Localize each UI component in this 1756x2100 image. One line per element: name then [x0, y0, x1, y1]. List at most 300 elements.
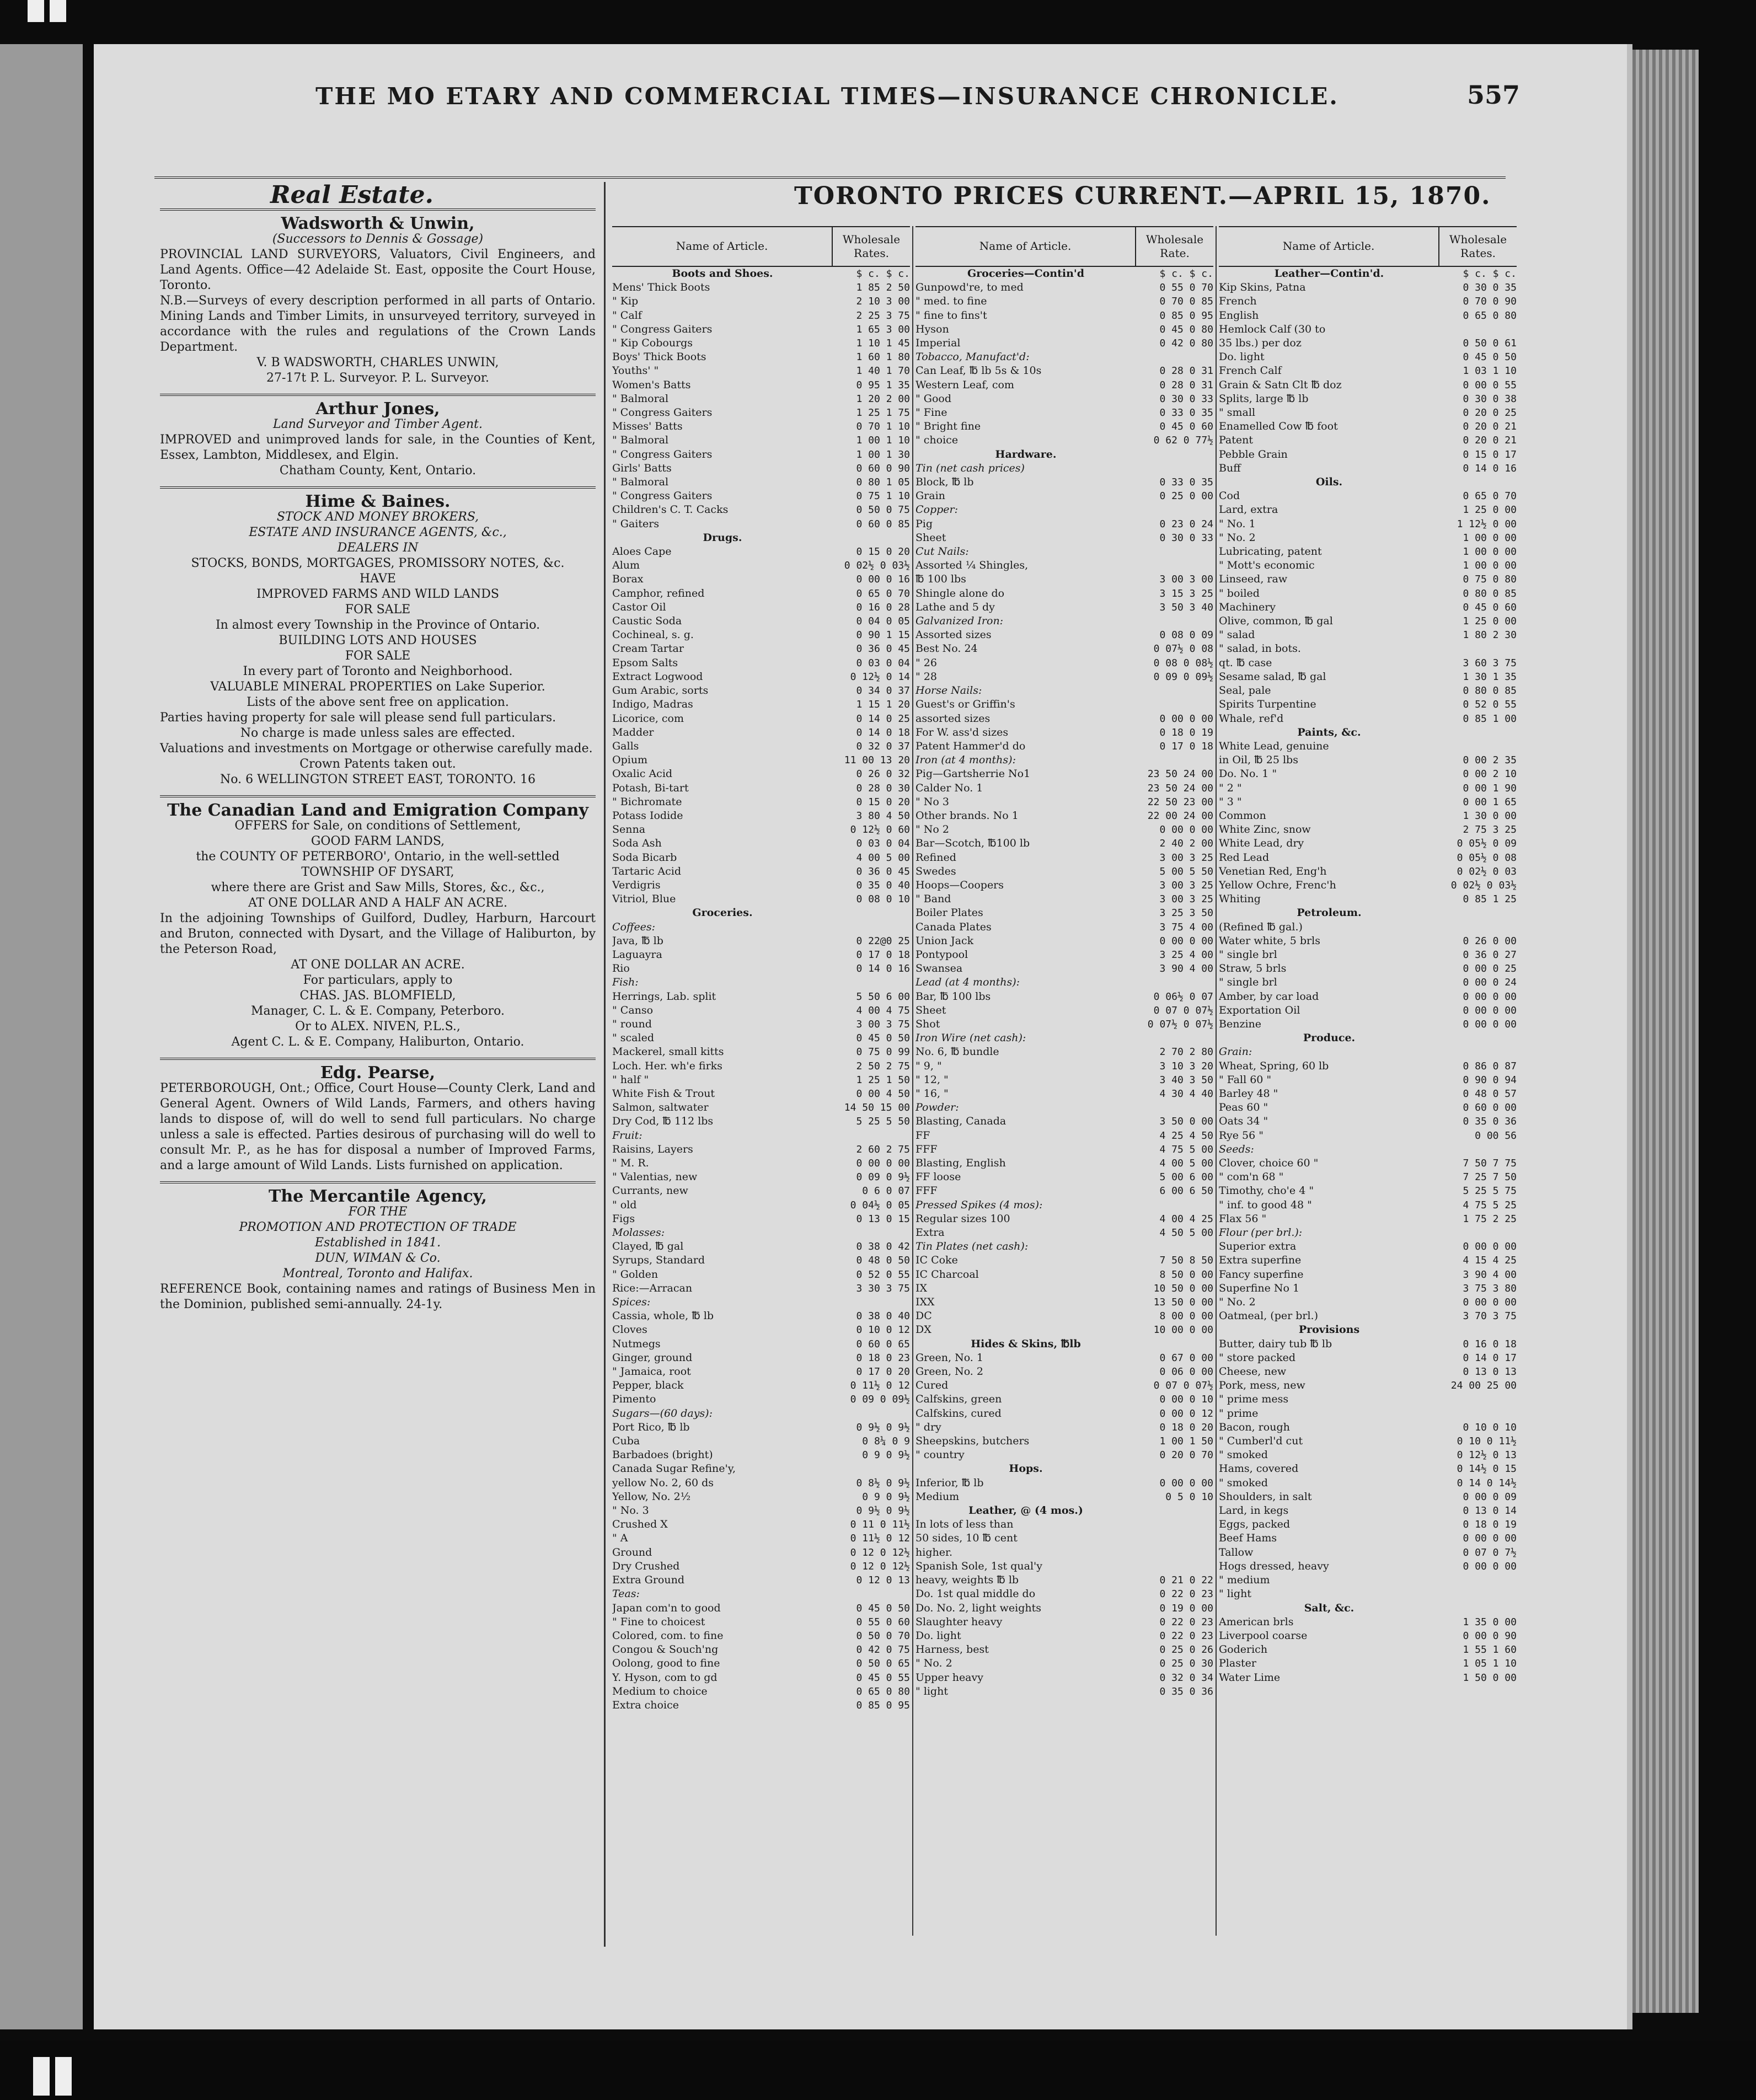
article-name: Splits, large ℔ lb — [1219, 392, 1309, 405]
price-row — [1219, 1379, 1517, 1392]
price-row — [916, 1601, 1213, 1615]
price-row — [612, 1421, 910, 1434]
ad-subtitle: FOR THE — [348, 1205, 408, 1219]
wholesale-rate — [1136, 1101, 1213, 1115]
advertisement — [160, 1065, 596, 1174]
section-heading — [916, 448, 1213, 462]
wholesale-rate — [1439, 1601, 1517, 1615]
wholesale-rate: 1 00 1 10 — [856, 435, 910, 447]
subsection-heading — [916, 1101, 1213, 1115]
article-name: Harness, best — [916, 1643, 989, 1656]
ad-text: AT ONE DOLLAR AND A HALF AN ACRE. — [248, 896, 508, 910]
wholesale-rate: 3 00 3 25 — [1159, 893, 1213, 906]
wholesale-rate: $ c. $ c. — [856, 268, 910, 280]
article-name: " Congress Gaiters — [612, 323, 713, 335]
subsection-heading — [916, 545, 1213, 559]
wholesale-rate: 0 28 0 31 — [1159, 379, 1213, 391]
price-row — [612, 323, 910, 336]
article-name: Imperial — [916, 337, 961, 350]
price-row — [916, 587, 1213, 601]
price-row — [612, 851, 910, 865]
adjacent-page-strip — [0, 44, 83, 2029]
wholesale-rate: 0 9½ 0 9½ — [856, 1505, 910, 1517]
price-row — [612, 1671, 910, 1685]
ad-text: Parties having property for sale will please send full particulars. — [160, 711, 556, 725]
article-name: Cassia, whole, ℔ lb — [612, 1310, 714, 1322]
price-row — [1219, 1087, 1517, 1101]
article-name: Hyson — [916, 323, 949, 335]
wholesale-rate: 2 75 3 25 — [1463, 824, 1517, 836]
price-row — [1219, 350, 1517, 364]
article-name: Grain & Satn Clt ℔ doz — [1219, 378, 1342, 391]
article-name: Cut Nails: — [916, 545, 969, 558]
article-name: Horse Nails: — [916, 684, 982, 697]
wholesale-rate: 0 67 0 00 — [1159, 1352, 1213, 1364]
article-name: Lead (at 4 months): — [916, 976, 1020, 989]
wholesale-rate: 1 30 0 00 — [1463, 810, 1517, 822]
article-name: Pebble Grain — [1219, 448, 1288, 460]
ad-separator — [160, 394, 596, 396]
article-name: Herrings, Lab. split — [612, 990, 716, 1003]
price-row — [916, 1309, 1213, 1323]
article-name: " med. to fine — [916, 295, 987, 308]
wholesale-rate: 0 00 1 65 — [1463, 796, 1517, 808]
section-heading — [612, 531, 910, 545]
wholesale-rate: 0 45 0 50 — [856, 1602, 910, 1614]
price-row — [1219, 406, 1517, 420]
price-row — [1219, 1365, 1517, 1379]
wholesale-rate — [833, 1295, 910, 1309]
price-row — [1219, 920, 1517, 934]
price-row — [612, 878, 910, 892]
price-row — [612, 433, 910, 447]
article-name: Shoulders, in salt — [1219, 1490, 1312, 1503]
subsection-heading — [1219, 1143, 1517, 1156]
article-name: Women's Batts — [612, 378, 691, 391]
article-name: Water Lime — [1219, 1671, 1281, 1684]
prices-current-title: TORONTO PRICES CURRENT.—APRIL 15, 1870. — [794, 182, 1491, 210]
article-name: " 2 " — [1219, 781, 1242, 794]
price-row — [916, 795, 1213, 809]
wholesale-rate — [1439, 1587, 1517, 1601]
wholesale-rate: 0 09 0 09½ — [1153, 671, 1213, 683]
ad-subtitle: DUN, WIMAN & Co. — [315, 1251, 441, 1265]
wholesale-rate: 0 00 0 00 — [1463, 1018, 1517, 1030]
ad-subtitle: ESTATE AND INSURANCE AGENTS, &c., — [249, 526, 507, 539]
wholesale-rate: 0 36 0 45 — [856, 643, 910, 655]
article-name: Block, ℔ lb — [916, 476, 974, 489]
wholesale-rate: 10 00 0 00 — [1153, 1324, 1213, 1336]
wholesale-rate — [833, 531, 910, 545]
price-row — [612, 628, 910, 642]
price-row — [1219, 378, 1517, 392]
price-row — [612, 545, 910, 559]
wholesale-rate: 0 33 0 35 — [1159, 407, 1213, 419]
wholesale-rate: 0 38 0 42 — [856, 1241, 910, 1253]
column-header — [916, 226, 1213, 267]
article-name: " Good — [916, 392, 951, 405]
article-name: Colored, com. to fine — [612, 1629, 724, 1642]
price-row — [1219, 684, 1517, 698]
article-name: Lard, in kegs — [1219, 1504, 1289, 1517]
wholesale-rate: 0 13 0 14 — [1463, 1505, 1517, 1517]
price-row — [1219, 1490, 1517, 1504]
price-row — [916, 1323, 1213, 1337]
wholesale-rate: 0 11½ 0 12 — [850, 1533, 910, 1545]
price-row — [612, 1657, 910, 1670]
article-name: American brls — [1219, 1615, 1294, 1628]
ad-subtitle: Land Surveyor and Timber Agent. — [273, 417, 483, 431]
wholesale-rate — [833, 920, 910, 934]
price-row — [612, 865, 910, 878]
wholesale-rate: 0 20 0 70 — [1159, 1449, 1213, 1461]
wholesale-rate: 0 04 0 05 — [856, 615, 910, 628]
article-name: " 12, " — [916, 1073, 949, 1086]
ad-separator — [160, 1181, 596, 1183]
ad-text: REFERENCE Book, containing names and ratings of Business Men in the Dominion, published semi-annually. 24-1y. — [160, 1282, 596, 1311]
price-row — [1219, 517, 1517, 531]
price-row — [916, 823, 1213, 837]
article-name: " boiled — [1219, 587, 1260, 599]
price-row — [612, 1198, 910, 1212]
wholesale-rate: 1 25 1 50 — [856, 1074, 910, 1086]
article-name: FFF — [916, 1185, 938, 1197]
price-row — [916, 1268, 1213, 1282]
wholesale-rate: 0 38 0 40 — [856, 1310, 910, 1322]
section-heading — [916, 1462, 1213, 1476]
subsection-heading — [612, 920, 910, 934]
price-row — [612, 795, 910, 809]
article-name: Blasting, English — [916, 1157, 1006, 1169]
article-name: " salad, in bots. — [1219, 642, 1301, 655]
price-row — [916, 294, 1213, 308]
article-name: Raisins, Layers — [612, 1143, 693, 1155]
price-row — [1219, 392, 1517, 406]
wholesale-rate: 4 75 5 00 — [1159, 1143, 1213, 1155]
price-row — [612, 1392, 910, 1406]
wholesale-rate: 1 00 1 50 — [1159, 1435, 1213, 1448]
wholesale-rate: 1 00 1 30 — [856, 448, 910, 460]
article-name: White Zinc, snow — [1219, 823, 1311, 836]
film-mark — [50, 0, 66, 22]
price-row — [612, 1323, 910, 1337]
article-name: qt. ℔ case — [1219, 656, 1272, 669]
wholesale-rate: 4 75 5 25 — [1463, 1199, 1517, 1211]
ad-text: CHAS. JAS. BLOMFIELD, — [299, 989, 456, 1003]
article-name: Teas: — [612, 1588, 640, 1600]
wholesale-rate: 24 00 25 00 — [1450, 1380, 1517, 1392]
article-name: " smoked — [1219, 1476, 1268, 1489]
article-name: Water white, 5 brls — [1219, 934, 1320, 947]
price-row — [916, 1448, 1213, 1462]
price-row — [916, 1226, 1213, 1240]
article-name: For W. ass'd sizes — [916, 726, 1009, 738]
price-row — [916, 837, 1213, 850]
article-name: Senna — [612, 823, 646, 836]
wholesale-rate: 7 50 7 75 — [1463, 1158, 1517, 1169]
ad-text: No. 6 WELLINGTON STREET EAST, TORONTO. 16 — [220, 773, 536, 786]
article-name: Benzine — [1219, 1017, 1262, 1030]
wholesale-rate: 0 14 0 16 — [856, 963, 910, 975]
price-row — [612, 1434, 910, 1448]
article-name: Cheese, new — [1219, 1365, 1287, 1378]
article-name: Sheet — [916, 531, 946, 544]
ad-text: Manager, C. L. & E. Company, Peterboro. — [250, 1004, 505, 1018]
wholesale-rate: 0 15 0 17 — [1463, 448, 1517, 460]
article-name: Do. light — [916, 1629, 961, 1642]
subsection-heading — [916, 350, 1213, 364]
article-name: Venetian Red, Eng'h — [1219, 865, 1327, 877]
price-row — [1219, 962, 1517, 976]
price-row — [612, 1518, 910, 1531]
article-name: Figs — [612, 1212, 635, 1225]
article-name: Medium to choice — [612, 1685, 708, 1697]
article-name: " smoked — [1219, 1449, 1268, 1461]
article-name: Superfine No 1 — [1219, 1282, 1300, 1294]
section-heading — [612, 906, 910, 920]
price-column — [612, 226, 910, 1712]
section-heading — [916, 1337, 1213, 1351]
article-name: Hemlock Calf (30 to — [1219, 323, 1326, 335]
wholesale-rate: 0 45 0 60 — [1463, 601, 1517, 613]
price-row — [916, 740, 1213, 753]
wholesale-rate — [1439, 1323, 1517, 1337]
wholesale-rate: 0 00 56 — [1475, 1129, 1517, 1142]
wholesale-rate — [1439, 906, 1517, 920]
price-row — [916, 1129, 1213, 1143]
wholesale-rate: 0 60 0 90 — [856, 462, 910, 474]
wholesale-rate: 5 25 5 50 — [856, 1116, 910, 1128]
article-name: Shot — [916, 1017, 940, 1030]
price-row — [1219, 1309, 1517, 1323]
wholesale-rate — [1136, 448, 1213, 462]
article-name: Swedes — [916, 865, 956, 877]
article-name: Soda Ash — [612, 837, 662, 850]
price-row — [612, 1184, 910, 1198]
wholesale-rate: 1 03 1 10 — [1463, 365, 1517, 377]
wholesale-rate: 0 00 0 00 — [1159, 935, 1213, 947]
subsection-heading — [916, 976, 1213, 989]
article-name: Oatmeal, (per brl.) — [1219, 1310, 1318, 1322]
wholesale-rate: 0 14 0 18 — [856, 726, 910, 738]
running-title: THE MO ETARY AND COMMERCIAL TIMES—INSURANCE CHRONICLE. — [315, 83, 1339, 110]
wholesale-rate — [1439, 920, 1517, 934]
wholesale-rate: 1 12½ 0 00 — [1457, 518, 1517, 530]
article-name: Tin (net cash prices) — [916, 462, 1025, 474]
price-row — [612, 823, 910, 837]
wholesale-rate: 0 00 0 00 — [1463, 990, 1517, 1003]
wholesale-rate: 4 50 5 00 — [1159, 1227, 1213, 1239]
price-row — [1219, 1156, 1517, 1170]
price-row — [1219, 656, 1517, 670]
price-row — [916, 517, 1213, 531]
wholesale-rate: 3 00 3 25 — [1159, 851, 1213, 864]
wholesale-rate: 0 10 0 10 — [1463, 1421, 1517, 1433]
article-name: Eggs, packed — [1219, 1518, 1291, 1531]
wholesale-rate: 0 00 0 12 — [1159, 1407, 1213, 1419]
price-row — [612, 572, 910, 586]
article-name: " 9, " — [916, 1059, 942, 1072]
subsection-heading — [612, 1587, 910, 1601]
price-row — [612, 1490, 910, 1504]
wholesale-rate: 3 50 3 40 — [1159, 601, 1213, 613]
price-row — [1219, 1198, 1517, 1212]
article-name: Cochineal, s. g. — [612, 629, 694, 641]
article-name: Oxalic Acid — [612, 768, 673, 780]
price-row — [916, 1531, 1213, 1545]
wholesale-rate: 0 15 0 20 — [856, 546, 910, 558]
price-row — [612, 1031, 910, 1045]
article-name: Provisions — [1298, 1324, 1360, 1336]
wholesale-rate: 0 13 0 15 — [856, 1213, 910, 1225]
wholesale-rate: 3 80 4 50 — [856, 810, 910, 822]
article-name: Camphor, refined — [612, 587, 705, 599]
wholesale-rate — [1439, 1407, 1517, 1421]
article-name: Epsom Salts — [612, 656, 678, 669]
price-row — [1219, 1560, 1517, 1573]
ad-subtitle: PROMOTION AND PROTECTION OF TRADE — [239, 1220, 517, 1234]
wholesale-rate: 0 17 0 18 — [856, 949, 910, 961]
wholesale-rate: 0 00 2 35 — [1463, 754, 1517, 767]
price-row — [916, 865, 1213, 878]
wholesale-rate — [1136, 698, 1213, 711]
article-name: Whale, ref'd — [1219, 712, 1284, 725]
article-name: Groceries—Contin'd — [967, 267, 1085, 280]
wholesale-rate: 0 50 0 70 — [856, 1630, 910, 1642]
subsection-heading — [1219, 1045, 1517, 1059]
wholesale-rate — [833, 1407, 910, 1421]
wholesale-rate: 1 15 1 20 — [856, 699, 910, 711]
article-name: Tin Plates (net cash): — [916, 1240, 1029, 1253]
price-row — [1219, 1240, 1517, 1253]
price-row — [612, 1045, 910, 1059]
wholesale-rate: 0 45 0 50 — [856, 1032, 910, 1044]
article-name: Bar, ℔ 100 lbs — [916, 990, 991, 1003]
price-row — [612, 1282, 910, 1295]
price-row — [612, 503, 910, 517]
article-name: DX — [916, 1324, 931, 1336]
price-row — [612, 1115, 910, 1128]
wholesale-rate: 22 00 24 00 — [1147, 810, 1213, 822]
ad-text: GOOD FARM LANDS, — [310, 834, 445, 848]
article-name: " Congress Gaiters — [612, 448, 713, 460]
wholesale-rate: 0 62 0 77½ — [1153, 435, 1213, 447]
wholesale-rate: 0 14 0 16 — [1463, 462, 1517, 474]
price-row — [916, 656, 1213, 670]
article-name: " Fine — [916, 406, 947, 419]
price-row — [612, 475, 910, 489]
wholesale-rate: 0 07½ 0 07½ — [1147, 1018, 1213, 1030]
article-name: Pig—Gartsherrie No1 — [916, 768, 1031, 780]
ad-text: No charge is made unless sales are effected. — [240, 726, 516, 740]
wholesale-rate — [1136, 1337, 1213, 1351]
article-name: English — [1219, 309, 1259, 322]
wholesale-rate: 3 00 3 25 — [1159, 879, 1213, 891]
wholesale-rate: 0 16 0 28 — [856, 601, 910, 613]
wholesale-rate: 0 06½ 0 07 — [1153, 990, 1213, 1003]
price-row — [1219, 587, 1517, 601]
price-row — [612, 1448, 910, 1462]
wholesale-rate — [833, 976, 910, 989]
column-header-rate: Wholesale Rates. — [842, 232, 901, 260]
price-row — [612, 462, 910, 475]
price-row — [916, 1212, 1213, 1226]
price-row — [612, 1253, 910, 1267]
wholesale-rate — [1136, 614, 1213, 628]
wholesale-rate: 0 17 0 20 — [856, 1366, 910, 1378]
article-name: Red Lead — [1219, 851, 1270, 864]
price-row — [1219, 1115, 1517, 1128]
article-name: " No. 2 — [916, 1657, 952, 1670]
wholesale-rate: 0 23 0 24 — [1159, 518, 1213, 530]
wholesale-rate: 2 25 3 75 — [856, 309, 910, 322]
price-row — [612, 656, 910, 670]
wholesale-rate: 0 35 0 36 — [1159, 1685, 1213, 1697]
article-name: Borax — [612, 573, 644, 586]
wholesale-rate — [1136, 684, 1213, 698]
wholesale-rate: 4 00 5 00 — [1159, 1158, 1213, 1169]
wholesale-rate: 0 95 1 35 — [856, 379, 910, 391]
wholesale-rate: 0 00 1 90 — [1463, 782, 1517, 794]
article-name: " Fine to choicest — [612, 1615, 705, 1628]
wholesale-rate: 0 21 0 22 — [1159, 1574, 1213, 1587]
wholesale-rate: 0 05½ 0 09 — [1457, 838, 1517, 850]
article-name: Fish: — [612, 976, 639, 989]
wholesale-rate — [1439, 323, 1517, 336]
price-row — [612, 781, 910, 795]
column-divider — [604, 182, 606, 1947]
wholesale-rate: 0 12 0 12½ — [850, 1546, 910, 1558]
article-name: Liverpool coarse — [1219, 1629, 1308, 1642]
price-row — [612, 392, 910, 406]
price-row — [612, 1212, 910, 1226]
price-row — [1219, 809, 1517, 823]
article-name: Yellow Ochre, Frenc'h — [1219, 878, 1336, 891]
price-row — [916, 1253, 1213, 1267]
article-name: Grain: — [1219, 1046, 1252, 1058]
wholesale-rate: 0 8¼ 0 9 — [862, 1435, 910, 1448]
price-row — [612, 1059, 910, 1073]
price-row — [612, 294, 910, 308]
price-row — [916, 1434, 1213, 1448]
price-row — [612, 948, 910, 962]
page-number: 557 — [1467, 80, 1521, 110]
article-name: Can Leaf, ℔ lb 5s & 10s — [916, 365, 1042, 377]
article-name: " No. 3 — [612, 1504, 649, 1517]
price-row — [1219, 531, 1517, 545]
article-name: " scaled — [612, 1032, 654, 1044]
wholesale-rate: 4 15 4 25 — [1463, 1255, 1517, 1267]
price-row — [612, 309, 910, 323]
price-row — [1219, 294, 1517, 308]
subsection-heading — [1219, 1226, 1517, 1240]
wholesale-rate: 0 08 0 10 — [856, 893, 910, 906]
article-name: Flour (per brl.): — [1219, 1226, 1303, 1239]
article-name: Oats 34 " — [1219, 1115, 1268, 1128]
price-row — [916, 1143, 1213, 1156]
article-name: Straw, 5 brls — [1219, 962, 1287, 975]
article-name: " choice — [916, 434, 959, 447]
price-row — [916, 1059, 1213, 1073]
wholesale-rate: 0 22 0 23 — [1159, 1616, 1213, 1628]
article-name: IC Coke — [916, 1254, 958, 1267]
price-row — [1219, 892, 1517, 906]
wholesale-rate: 0 90 0 94 — [1463, 1074, 1517, 1086]
wholesale-rate: 0 18 0 23 — [856, 1352, 910, 1364]
wholesale-rate: 0 6 0 07 — [862, 1185, 910, 1197]
wholesale-rate: 1 25 0 00 — [1463, 504, 1517, 516]
price-row — [1219, 1184, 1517, 1198]
